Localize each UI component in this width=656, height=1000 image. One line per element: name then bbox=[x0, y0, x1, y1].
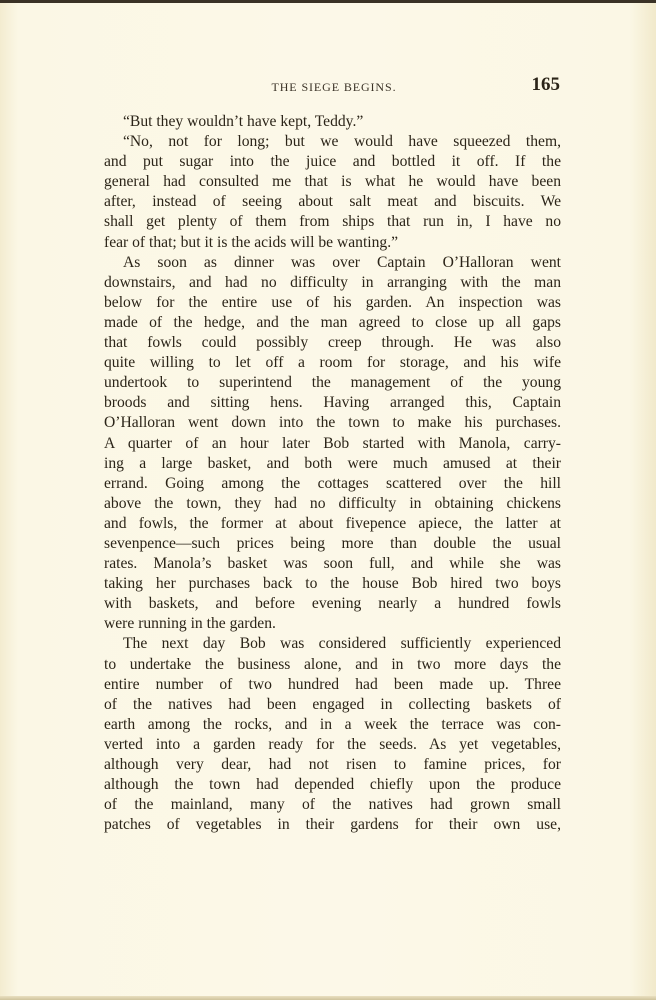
text-line: that fowls could possibly creep through. He was also bbox=[104, 334, 561, 352]
text-line: ing a large basket, and both were much amused at their bbox=[104, 454, 561, 472]
text-line: “But they wouldn’t have kept, Teddy.” bbox=[123, 113, 364, 130]
text-line: taking her purchases back to the house Bob hired two boys bbox=[104, 575, 561, 593]
text-line: of the mainland, many of the natives had grown small bbox=[104, 796, 561, 814]
text-line: below for the entire use of his garden. An inspection was bbox=[104, 293, 561, 311]
text-line: rates. Manola’s basket was soon full, and while she was bbox=[104, 555, 561, 573]
text-line: patches of vegetables in their gardens for their own use, bbox=[104, 816, 561, 834]
text-line: A quarter of an hour later Bob started with Manola, carry- bbox=[104, 434, 561, 452]
text-line: although very dear, had not risen to famine prices, for bbox=[104, 756, 561, 773]
text-line: shall get plenty of them from ships that run in, I have no bbox=[104, 213, 561, 231]
text-line: general had consulted me that is what he would have been bbox=[104, 173, 561, 191]
text-line: earth among the rocks, and in a week the terrace was con- bbox=[104, 715, 561, 733]
text-line: O’Halloran went down into the town to make his purchases. bbox=[104, 414, 561, 432]
running-head bbox=[104, 74, 564, 102]
text-line: downstairs, and had no difficulty in arranging with the man bbox=[104, 273, 561, 291]
text-line: sevenpence—such prices being more than double the usual bbox=[104, 534, 561, 552]
text-line: made of the hedge, and the man agreed to close up all gaps bbox=[104, 313, 561, 331]
text-line: undertook to superintend the management of the young bbox=[104, 374, 561, 392]
text-line: verted into a garden ready for the seeds. As yet vegetables, bbox=[104, 735, 561, 753]
text-line: of the natives had been engaged in collecting baskets of bbox=[104, 695, 561, 713]
bottom-edge bbox=[0, 996, 656, 1000]
running-title: THE SIEGE BEGINS. bbox=[271, 80, 397, 94]
text-line: entire number of two hundred had been made up. Three bbox=[104, 675, 561, 693]
text-line: errand. Going among the cottages scattered over the hill bbox=[104, 474, 561, 492]
text-line: were running in the garden. bbox=[104, 615, 276, 633]
text-line: to undertake the business alone, and in two more days the bbox=[104, 655, 561, 673]
text-line: above the town, they had no difficulty in obtaining chickens bbox=[104, 494, 561, 512]
text-line: broods and sitting hens. Having arranged this, Captain bbox=[104, 394, 561, 412]
top-edge-rule bbox=[0, 0, 656, 3]
text-line: and put sugar into the juice and bottled it off. If the bbox=[104, 153, 561, 171]
text-line: after, instead of seeing about salt meat and biscuits. We bbox=[104, 193, 561, 211]
text-line: “No, not for long; but we would have squeezed them, bbox=[123, 133, 561, 151]
text-line: with baskets, and before evening nearly a hundred fowls bbox=[104, 595, 561, 613]
text-line: As soon as dinner was over Captain O’Halloran went bbox=[123, 253, 561, 271]
text-line: The next day Bob was considered sufficiently experienced bbox=[123, 635, 561, 653]
text-line: although the town had depended chiefly upon the produce bbox=[104, 776, 561, 794]
text-line: fear of that; but it is the acids will be wanting.” bbox=[104, 233, 399, 251]
page-number: 165 bbox=[531, 74, 560, 95]
body-text bbox=[104, 112, 561, 835]
text-line: quite willing to let off a room for storage, and his wife bbox=[104, 354, 561, 372]
text-line: and fowls, the former at about fivepence apiece, the latter at bbox=[104, 514, 561, 532]
